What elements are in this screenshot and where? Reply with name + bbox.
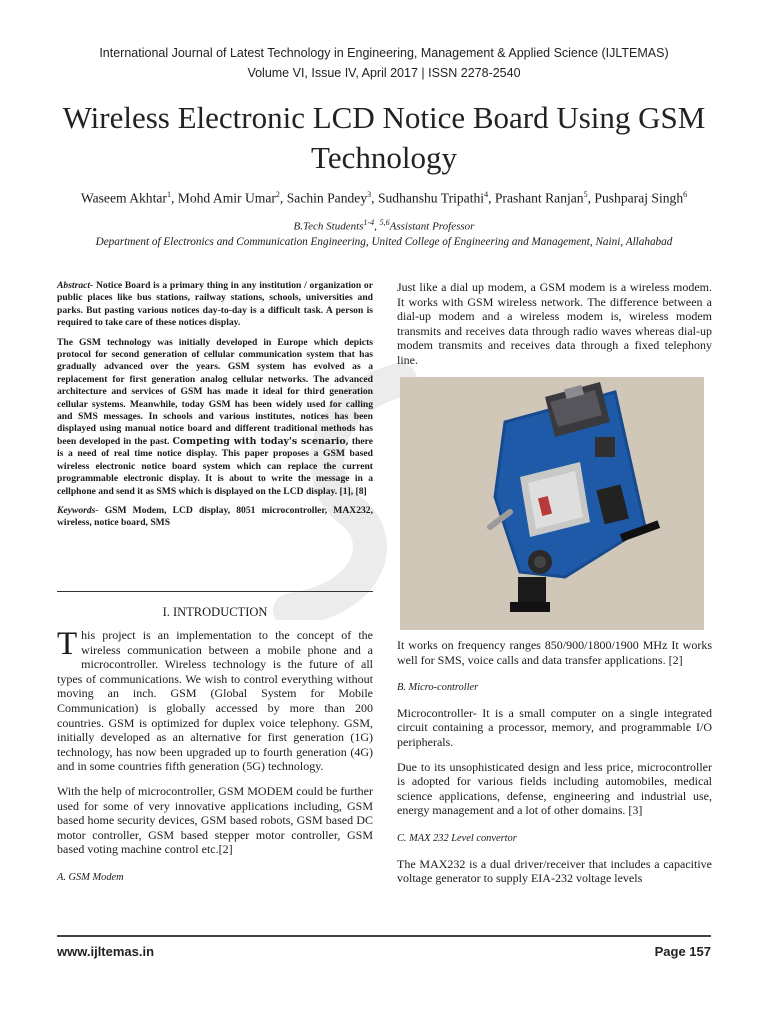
- journal-name: International Journal of Latest Technology in Engineering, Management & Applied Science (IJLTEMAS): [99, 46, 669, 60]
- page-number: Page 157: [654, 944, 711, 959]
- intro-paragraph-1: This project is an implementation to the concept of the wireless communication between a mobile phone and a microcontroller. Wireless technology is the future of all types of communications. We wish to control everything without moving an inch. GSM (Global System for Mobile Communication) is globally accessed by more than 200 countries. GSM is optimized for duplex voice telephony. GSM, initially developed as an alternative for first generation (1G) technology, has now been upgraded up to fourth generation (4G) and in some countries fifth generation (5G) technology.: [57, 626, 373, 774]
- author: Sachin Pandey: [286, 190, 368, 206]
- gsm-modem-photo: [400, 377, 704, 630]
- author-roles: B.Tech Students$^{1-4}$, $^{5,6}$Assistant Professor: [293, 218, 475, 233]
- title-line-1: Wireless Electronic LCD Notice Board Using GSM: [62, 100, 706, 135]
- abstract-divider: [57, 591, 373, 592]
- introduction-heading: I. INTRODUCTION: [162, 605, 268, 619]
- journal-volume: Volume VI, Issue IV, April 2017 | ISSN 2278-2540: [247, 66, 521, 80]
- abstract-paragraph: Abstract- Notice Board is a primary thing in any institution / organization or public places like bus stations, railway stations, schools, universities and parks. But pasting various notices day-to-day is a difficult task. A person is required to take care of these notices display.: [57, 280, 373, 329]
- drop-cap: T: [57, 626, 78, 662]
- microcontroller-paragraph-2: Due to its unsophisticated design and less price, microcontroller is adopted for various fields including automobiles, medical science applications, defense, engineering and industrial use, energy management and a lot of other domains. [3]: [397, 759, 712, 818]
- subsection-gsm-modem: A. GSM Modem: [57, 871, 124, 883]
- keywords: Keywords- GSM Modem, LCD display, 8051 microcontroller, MAX232, wireless, notice board, SMS: [57, 504, 373, 529]
- footer-divider: [57, 935, 711, 937]
- subsection-microcontroller: B. Micro-controller: [397, 682, 479, 694]
- author: Pushparaj Singh: [594, 190, 684, 206]
- abstract: [57, 280, 373, 530]
- footer-website: www.ijltemas.in: [57, 944, 155, 959]
- right-column-body: [397, 638, 712, 886]
- title-line-2: Technology: [311, 140, 457, 175]
- author: Sudhanshu Tripathi: [377, 190, 485, 206]
- frequency-paragraph: It works on frequency ranges 850/900/1800/1900 MHz It works well for SMS, voice calls and data transfer applications. [2]: [397, 638, 712, 667]
- author-list: Waseem Akhtar$^1$, Mohd Amir Umar$^2$, Sachin Pandey$^3$, Sudhanshu Tripathi$^4$, Prashant Ranjan$^5$, Pushparaj Singh$^6$: [80, 190, 688, 206]
- paper-title: [40, 98, 728, 178]
- gsm-modem-paragraph: Just like a dial up modem, a GSM modem is a wireless modem. It works with GSM wireless network. The difference between a dial-up modem and a wireless modem is, wireless modem transmits and receives data through radio waves whereas dial-up modem transmits and receives data through a fixed telephony line.: [397, 280, 712, 367]
- max232-paragraph: The MAX232 is a dual driver/receiver that includes a capacitive voltage generator to supply EIA-232 voltage levels: [397, 856, 712, 886]
- microcontroller-paragraph: Microcontroller- It is a small computer on a single integrated circuit containing a processor, memory, and programmable I/O peripherals.: [397, 705, 712, 749]
- author: Mohd Amir Umar: [177, 190, 276, 206]
- introduction-body: [57, 628, 373, 886]
- author: Waseem Akhtar: [80, 190, 167, 206]
- author: Prashant Ranjan: [494, 190, 584, 206]
- intro-paragraph-2: With the help of microcontroller, GSM MODEM could be further used for some of very innovative applications including, GSM based home security devices, GSM based robots, GSM based DC motor controller, GSM based stepper motor controller, GSM based voting machine control etc.[2]: [57, 783, 373, 857]
- subsection-max232: C. MAX 232 Level convertor: [397, 832, 517, 844]
- department: Department of Electronics and Communication Engineering, United College of Engineering and Management, Naini, Allahabad: [95, 236, 673, 248]
- abstract-paragraph-2: The GSM technology was initially developed in Europe which depicts protocol for second generation of cellular communication system that has gradually advanced over the years. GSM system has evolved as a replacement for first generation analog cellular networks. The advanced architecture and services of GSM has made it ideal for third generation cellular systems. Meanwhile, today GSM has been widely used for calling and SMS messages. In schools and various institutes, notices has been displayed using manual notice board and different traditional methods has been developed in the past. Competing with today's scenario, there is a need of real time notice display. This paper proposes a GSM based wireless electronic notice board system which can replace the current programmable electronic display. It is about to write the message in a cellphone and send it as SMS which is displayed on the LCD display. [1], [8]: [57, 336, 374, 497]
